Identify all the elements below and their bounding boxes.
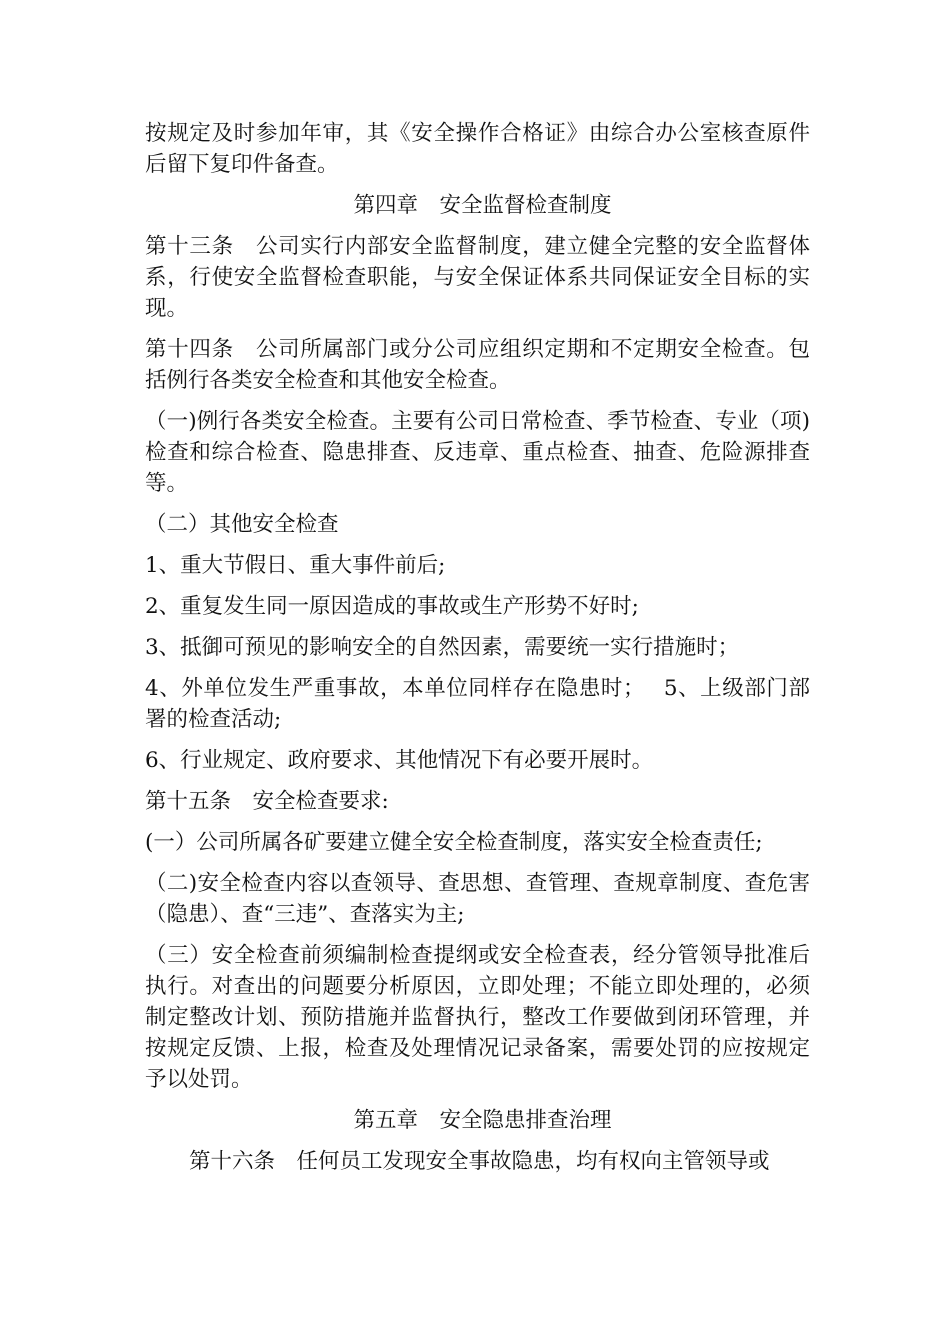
list-item-2: 2、重复发生同一原因造成的事故或生产形势不好时; [145,594,639,619]
article-16: 第十六条 任何员工发现安全事故隐患，均有权向主管领导或 [189,1149,770,1174]
requirement-1: (一）公司所属各矿要建立健全安全检查制度，落实安全检查责任; [145,830,763,855]
article-14: 第十四条 公司所属部门或分公司应组织定期和不定期安全检查。包括例行各类安全检查和其他安全检查。 [145,337,810,393]
paragraph-annual-review: 按规定及时参加年审，其《安全操作合格证》由综合办公室核查原件后留下复印件备查。 [145,121,810,177]
other-inspection-heading: （二）其他安全检查 [145,512,339,537]
routine-inspection-item: （一)例行各类安全检查。主要有公司日常检查、季节检查、专业（项)检查和综合检查、隐患排查、反违章、重点检查、抽查、危险源排查等。 [145,409,810,496]
list-item-6: 6、行业规定、政府要求、其他情况下有必要开展时。 [145,748,654,773]
chapter-5-heading: 第五章 安全隐患排查治理 [353,1108,612,1133]
list-item-3: 3、抵御可预见的影响安全的自然因素，需要统一实行措施时； [145,635,740,660]
chapter-4-heading: 第四章 安全监督检查制度 [353,193,612,218]
requirement-3: （三）安全检查前须编制检查提纲或安全检查表，经分管领导批准后执行。对查出的问题要分析原因，立即处理；不能立即处理的，必须制定整改计划、预防措施并监督执行，整改工作要做到闭环管理，并按规定反馈、上报，检查及处理情况记录备案，需要处罚的应按规定予以处罚。 [145,943,810,1092]
list-item-4-5: 4、外单位发生严重事故，本单位同样存在隐患时； 5、上级部门部署的检查活动; [145,676,810,732]
requirement-2: （二)安全检查内容以查领导、查思想、查管理、查规章制度、查危害（隐患）、查“三违”、查落实为主; [145,871,810,927]
article-13: 第十三条 公司实行内部安全监督制度，建立健全完整的安全监督体系，行使安全监督检查职能，与安全保证体系共同保证安全目标的实现。 [145,234,810,321]
list-item-1: 1、重大节假日、重大事件前后; [145,553,446,578]
document-page [145,118,810,1187]
article-15: 第十五条 安全检查要求: [145,789,389,814]
